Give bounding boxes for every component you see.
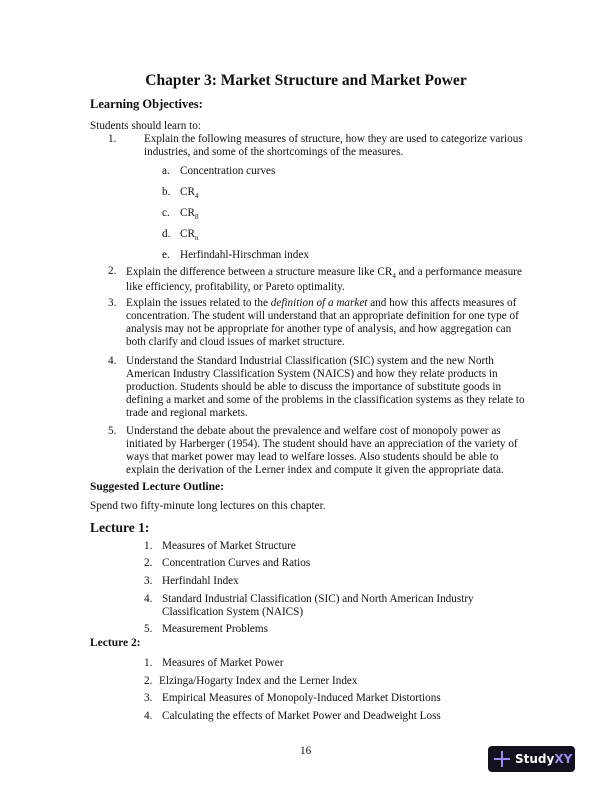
item-number: 3. [144, 692, 153, 704]
objective-text: Understand the Standard Industrial Classification (SIC) system and the new North American Industry Classification System (NAICS) and how they relate products in production. Students should be able to discuss the importance of substitute goods in defining a market and some of the problems in the classification systems as they relate to trade and regional markets. [126, 355, 525, 419]
objective-text [126, 297, 531, 349]
item-number: 5. [144, 623, 153, 635]
sublist-text: Herfindahl-Hirschman index [180, 249, 309, 261]
subscript: 4 [392, 272, 396, 280]
list-item [144, 710, 441, 723]
item-text: Measures of Market Power [162, 657, 284, 669]
item-text: Calculating the effects of Market Power and Deadweight Loss [162, 710, 441, 722]
italic-term: definition of a market [270, 297, 368, 309]
brand-part: Study [515, 752, 555, 766]
list-item [144, 540, 296, 553]
item-number: 1. [144, 657, 153, 669]
sublist-item [162, 228, 199, 242]
sublist-item [162, 186, 199, 200]
item-number: 4. [144, 593, 153, 605]
objective-number: 5. [108, 425, 117, 437]
brand-accent: XY [554, 752, 573, 766]
text-part: and a performance measure like efficiency, profitability, or Pareto optimality. [126, 266, 522, 293]
sublist-text: Concentration curves [180, 165, 276, 177]
objective-number: 4. [108, 355, 117, 367]
lecture-2-heading: Lecture 2: [90, 637, 141, 649]
sublist-letter: e. [162, 249, 170, 261]
objective-text [126, 265, 531, 295]
learning-objectives-intro: Students should learn to: [90, 120, 201, 132]
objective-text: Understand the debate about the prevalence and welfare cost of monopoly power as initiated by Harberger (1954). The student should have an appreciation of the variety of ways that market power may lead to welfare losses. Also students should be able to explain the derivation of the Lerner index and compute it given the appropriate data. [126, 425, 518, 476]
objective-number: 2. [108, 265, 117, 277]
sublist-item [162, 249, 309, 262]
lecture-1-heading: Lecture 1: [90, 520, 150, 535]
objective-text: Explain the following measures of structure, how they are used to categorize various industries, and some of the shortcomings of the measures. [144, 133, 523, 158]
sublist-item [162, 207, 199, 221]
objective-number: 1. [108, 133, 117, 145]
chapter-title: Chapter 3: Market Structure and Market Power [145, 72, 467, 89]
item-number: 2. [144, 557, 153, 569]
learning-objectives-heading: Learning Objectives: [90, 97, 203, 111]
subscript: n [194, 234, 199, 242]
plus-icon [494, 751, 510, 767]
list-item [144, 575, 239, 588]
text-part: and how this affects measures of concentration. The student will understand that an appropriate definition for one type of analysis may not be appropriate for another type of analysis, and how aggregation can both clarify and cloud issues of market structure. [126, 297, 519, 348]
item-text: Measurement Problems [162, 623, 268, 635]
item-text: Empirical Measures of Monopoly-Induced Market Distortions [162, 692, 441, 704]
subscript: 8 [194, 213, 199, 221]
outline-intro: Spend two fifty-minute long lectures on this chapter. [90, 500, 326, 512]
sublist-item [162, 165, 276, 178]
list-item [144, 593, 474, 618]
list-item [144, 675, 358, 688]
sublist-letter: a. [162, 165, 170, 177]
item-number: 2. [144, 675, 153, 687]
item-number: 1. [144, 540, 153, 552]
sublist-letter: d. [162, 228, 171, 240]
text-part: Explain the issues related to the [126, 297, 271, 309]
sublist-text: CR [180, 186, 195, 198]
item-number: 3. [144, 575, 153, 587]
sublist-letter: c. [162, 207, 170, 219]
list-item [144, 623, 268, 636]
text-part: Explain the difference between a structure measure like CR [126, 266, 393, 278]
list-item [144, 692, 441, 705]
list-item [144, 557, 311, 570]
list-item [144, 657, 284, 670]
item-text: Herfindahl Index [162, 575, 239, 587]
item-text: Concentration Curves and Ratios [162, 557, 311, 569]
studyxy-badge[interactable] [488, 746, 575, 772]
item-text: Elzinga/Hogarty Index and the Lerner Index [159, 675, 358, 687]
sublist-text: CR [180, 207, 195, 219]
objective-number: 3. [108, 297, 117, 309]
outline-heading: Suggested Lecture Outline: [90, 481, 224, 493]
brand-name [515, 752, 572, 766]
item-text: Measures of Market Structure [162, 540, 296, 552]
page-number: 16 [300, 745, 312, 757]
subscript: 4 [194, 192, 199, 200]
sublist-text: CR [180, 228, 195, 240]
item-number: 4. [144, 710, 153, 722]
item-text: Standard Industrial Classification (SIC) and North American Industry Classification System (NAICS) [162, 593, 474, 618]
sublist-letter: b. [162, 186, 171, 198]
